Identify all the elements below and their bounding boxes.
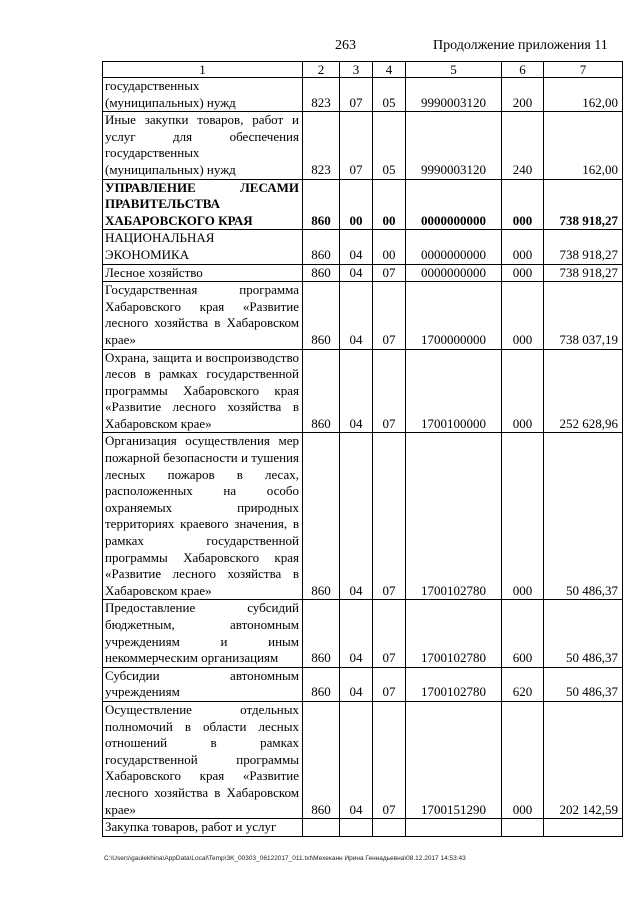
subsection-code-cell: 07: [373, 667, 406, 701]
column-header: 1: [103, 62, 303, 78]
vedomstvo-code-cell: 860: [303, 701, 340, 818]
expense-type-cell: 000: [502, 349, 544, 433]
expense-type-cell: 200: [502, 78, 544, 112]
subsection-code-cell: [373, 819, 406, 837]
table-row: [103, 433, 623, 600]
section-code-cell: 04: [340, 600, 373, 667]
section-code-cell: [340, 819, 373, 837]
table-row: [103, 78, 623, 112]
column-header: 6: [502, 62, 544, 78]
amount-cell: 50 486,37: [544, 667, 623, 701]
expense-type-cell: 000: [502, 264, 544, 282]
expense-type-cell: 000: [502, 433, 544, 600]
amount-cell: 202 142,59: [544, 701, 623, 818]
row-name-cell: Иные закупки товаров, работ и услуг для обеспечения государственных (муниципальных) нужд: [103, 112, 303, 179]
expense-type-cell: 000: [502, 230, 544, 264]
expense-type-cell: 240: [502, 112, 544, 179]
page-header: [0, 38, 640, 58]
row-name-cell: Закупка товаров, работ и услуг: [103, 819, 303, 837]
row-name-cell: государственных (муниципальных) нужд: [103, 78, 303, 112]
row-name-cell: Организация осуществления мер пожарной безопасности и тушения лесных пожаров в лесах, расположенных на особо охраняемых природных территориях краевого значения, в рамках государственной программы Хабаровского края «Развитие лесного хозяйства в Хабаровском крае»: [103, 433, 303, 600]
amount-cell: 162,00: [544, 112, 623, 179]
vedomstvo-code-cell: 860: [303, 264, 340, 282]
subsection-code-cell: 07: [373, 264, 406, 282]
row-name-cell: НАЦИОНАЛЬНАЯ ЭКОНОМИКА: [103, 230, 303, 264]
budget-table: [102, 61, 623, 837]
target-article-cell: 1700100000: [406, 349, 502, 433]
amount-cell: 738 918,27: [544, 179, 623, 230]
amount-cell: 252 628,96: [544, 349, 623, 433]
column-header: 2: [303, 62, 340, 78]
target-article-cell: 9990003120: [406, 78, 502, 112]
target-article-cell: 1700151290: [406, 701, 502, 818]
vedomstvo-code-cell: 860: [303, 667, 340, 701]
vedomstvo-code-cell: [303, 819, 340, 837]
target-article-cell: 0000000000: [406, 179, 502, 230]
table-row: [103, 701, 623, 818]
vedomstvo-code-cell: 823: [303, 112, 340, 179]
row-name-cell: Субсидии автономным учреждениям: [103, 667, 303, 701]
subsection-code-cell: 07: [373, 600, 406, 667]
section-code-cell: 00: [340, 179, 373, 230]
target-article-cell: 1700102780: [406, 600, 502, 667]
section-code-cell: 07: [340, 78, 373, 112]
target-article-cell: 0000000000: [406, 230, 502, 264]
vedomstvo-code-cell: 860: [303, 282, 340, 349]
amount-cell: 162,00: [544, 78, 623, 112]
amount-cell: 738 918,27: [544, 230, 623, 264]
column-header: 7: [544, 62, 623, 78]
target-article-cell: 1700102780: [406, 667, 502, 701]
header-row: [103, 62, 623, 78]
row-name-cell: УПРАВЛЕНИЕ ЛЕСАМИ ПРАВИТЕЛЬСТВА ХАБАРОВСКОГО КРАЯ: [103, 179, 303, 230]
section-code-cell: 04: [340, 282, 373, 349]
expense-type-cell: 000: [502, 179, 544, 230]
vedomstvo-code-cell: 860: [303, 179, 340, 230]
vedomstvo-code-cell: 860: [303, 600, 340, 667]
file-path-footer: C:\Users\gaulekhina\AppData\Local\Temp\3K_00303_06122017_011.txt\Мехеканн Ирина Геннадьевна\08.12.2017 14:53:43: [104, 855, 466, 862]
subsection-code-cell: 05: [373, 78, 406, 112]
subsection-code-cell: 00: [373, 179, 406, 230]
table-row: [103, 264, 623, 282]
vedomstvo-code-cell: 823: [303, 78, 340, 112]
target-article-cell: 1700000000: [406, 282, 502, 349]
table-row: [103, 349, 623, 433]
subsection-code-cell: 07: [373, 349, 406, 433]
row-name-cell: Государственная программа Хабаровского края «Развитие лесного хозяйства в Хабаровском крае»: [103, 282, 303, 349]
section-code-cell: 04: [340, 230, 373, 264]
row-name-cell: Лесное хозяйство: [103, 264, 303, 282]
subsection-code-cell: 00: [373, 230, 406, 264]
appendix-continuation: Продолжение приложения 11: [433, 38, 608, 53]
row-name-cell: Охрана, защита и воспроизводство лесов в рамках государственной программы Хабаровского края «Развитие лесного хозяйства в Хабаровском крае»: [103, 349, 303, 433]
table-row: [103, 230, 623, 264]
row-name-cell: Осуществление отдельных полномочий в области лесных отношений в рамках государственной программы Хабаровского края «Развитие лесного хозяйства в Хабаровском крае»: [103, 701, 303, 818]
column-header: 4: [373, 62, 406, 78]
expense-type-cell: 000: [502, 282, 544, 349]
table-row: [103, 819, 623, 837]
subsection-code-cell: 07: [373, 701, 406, 818]
section-code-cell: 04: [340, 667, 373, 701]
section-code-cell: 07: [340, 112, 373, 179]
section-code-cell: 04: [340, 433, 373, 600]
table-row: [103, 667, 623, 701]
expense-type-cell: [502, 819, 544, 837]
expense-type-cell: 600: [502, 600, 544, 667]
table-row: [103, 282, 623, 349]
table-row: [103, 179, 623, 230]
target-article-cell: [406, 819, 502, 837]
subsection-code-cell: 05: [373, 112, 406, 179]
amount-cell: 50 486,37: [544, 600, 623, 667]
expense-type-cell: 000: [502, 701, 544, 818]
section-code-cell: 04: [340, 264, 373, 282]
row-name-cell: Предоставление субсидий бюджетным, автономным учреждениям и иным некоммерческим организациям: [103, 600, 303, 667]
vedomstvo-code-cell: 860: [303, 433, 340, 600]
subsection-code-cell: 07: [373, 282, 406, 349]
subsection-code-cell: 07: [373, 433, 406, 600]
vedomstvo-code-cell: 860: [303, 230, 340, 264]
table-row: [103, 600, 623, 667]
target-article-cell: 1700102780: [406, 433, 502, 600]
target-article-cell: 9990003120: [406, 112, 502, 179]
amount-cell: 50 486,37: [544, 433, 623, 600]
amount-cell: [544, 819, 623, 837]
expense-type-cell: 620: [502, 667, 544, 701]
section-code-cell: 04: [340, 349, 373, 433]
vedomstvo-code-cell: 860: [303, 349, 340, 433]
column-header: 3: [340, 62, 373, 78]
table-row: [103, 112, 623, 179]
amount-cell: 738 918,27: [544, 264, 623, 282]
page-number: 263: [335, 38, 356, 53]
amount-cell: 738 037,19: [544, 282, 623, 349]
section-code-cell: 04: [340, 701, 373, 818]
target-article-cell: 0000000000: [406, 264, 502, 282]
column-header: 5: [406, 62, 502, 78]
